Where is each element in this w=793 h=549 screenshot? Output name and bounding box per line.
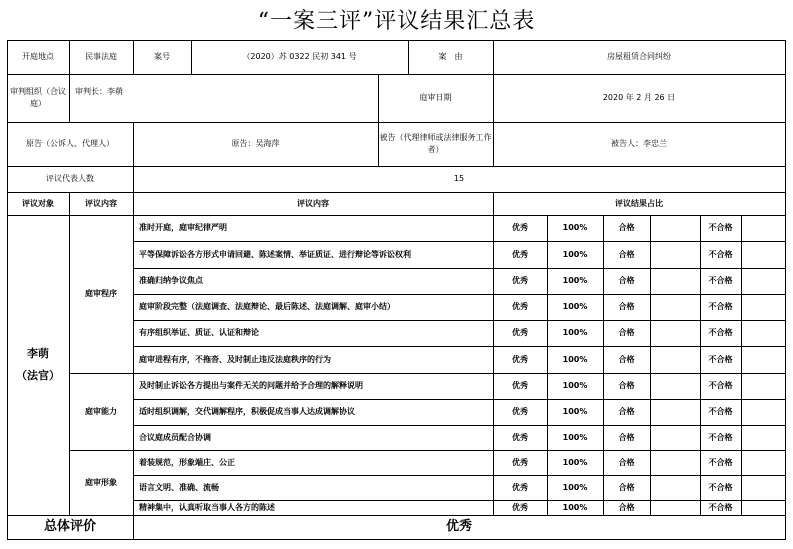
grade-excellent-percent: 100% (562, 328, 588, 337)
grade-excellent-percent: 100% (562, 432, 588, 442)
group-name: 庭审能力 (85, 406, 117, 416)
target-role: （法官） (16, 369, 60, 382)
grade-fail: 不合格 (708, 223, 733, 232)
grade-excellent: 优秀 (512, 432, 528, 442)
grade-excellent-percent: 100% (562, 249, 588, 259)
count-label: 评议代表人数 (46, 174, 94, 183)
grade-excellent: 优秀 (512, 328, 528, 337)
grade-pass: 合格 (618, 249, 635, 259)
grade-excellent: 优秀 (512, 223, 528, 232)
plaintiff-label: 原告（公诉人、代理人） (26, 139, 114, 148)
table-grid-line (650, 215, 651, 515)
target-name: 李萌 (27, 347, 49, 360)
grade-pass: 合格 (618, 302, 635, 311)
grade-fail: 不合格 (708, 457, 733, 467)
grade-excellent: 优秀 (512, 249, 528, 259)
grade-pass: 合格 (618, 276, 635, 285)
grade-excellent-percent: 100% (562, 276, 588, 285)
criterion-text: 准时开庭，庭审纪律严明 (139, 223, 227, 232)
grade-excellent: 优秀 (512, 381, 528, 390)
criterion-text: 精神集中，认真听取当事人各方的陈述 (139, 502, 275, 512)
grade-excellent-percent: 100% (562, 502, 588, 512)
panel-label: 审判组织（合议庭） (10, 87, 66, 108)
grade-pass: 合格 (618, 407, 635, 416)
criterion-text: 庭审阶段完整（法庭调查、法庭辩论、最后陈述、法庭调解、庭审小结） (139, 302, 395, 311)
column-header-object: 评议对象 (22, 198, 54, 208)
date-value: 2020 年 2 月 26 日 (602, 93, 676, 102)
table-grid-line (741, 215, 742, 515)
grade-excellent: 优秀 (512, 482, 528, 492)
grade-pass: 合格 (618, 328, 635, 337)
grade-excellent-percent: 100% (562, 482, 588, 492)
group-name: 庭审程序 (85, 289, 117, 298)
grade-excellent: 优秀 (512, 276, 528, 285)
case-no-label: 案号 (154, 52, 170, 61)
cause-label: 案 由 (438, 52, 463, 61)
overall-label: 总体评价 (43, 519, 96, 535)
criterion-text: 有序组织举证、质证、认证和辩论 (139, 328, 259, 337)
grade-excellent: 优秀 (512, 502, 528, 512)
grade-excellent-percent: 100% (562, 407, 588, 416)
grade-pass: 合格 (618, 381, 635, 390)
court-value: 民事法庭 (85, 52, 117, 61)
grade-excellent: 优秀 (512, 354, 528, 364)
group-name: 庭审形象 (85, 477, 117, 487)
grade-excellent-percent: 100% (562, 302, 588, 311)
date-label: 庭审日期 (419, 93, 452, 102)
grade-fail: 不合格 (708, 502, 733, 512)
grade-fail: 不合格 (708, 354, 733, 364)
column-header-content: 评议内容 (85, 198, 117, 208)
grade-pass: 合格 (618, 482, 635, 492)
count-value: 15 (453, 174, 465, 183)
column-header-detail: 评议内容 (297, 198, 329, 208)
grade-fail: 不合格 (708, 482, 733, 492)
grade-fail: 不合格 (708, 407, 733, 416)
grade-pass: 合格 (618, 432, 635, 442)
grade-pass: 合格 (618, 502, 635, 512)
plaintiff-value: 原告：吴海萍 (231, 139, 280, 148)
criterion-text: 及时制止诉讼各方提出与案件无关的问题并给予合理的解释说明 (139, 381, 363, 390)
page-title: “一案三评”评议结果汇总表 (257, 9, 536, 34)
case-no-value: （2020）苏 0322 民初 341 号 (242, 52, 357, 61)
criterion-text: 适时组织调解，交代调解程序，积极促成当事人达成调解协议 (139, 407, 355, 416)
panel-value: 审判长：李萌 (75, 87, 123, 96)
grade-pass: 合格 (618, 457, 635, 467)
criterion-text: 准确归纳争议焦点 (139, 276, 203, 285)
court-label: 开庭地点 (22, 52, 54, 61)
overall-value: 优秀 (445, 519, 472, 535)
grade-excellent: 优秀 (512, 302, 528, 311)
grade-fail: 不合格 (708, 381, 733, 390)
criterion-text: 庭审进程有序，不拖沓、及时制止违反法庭秩序的行为 (139, 354, 331, 364)
grade-fail: 不合格 (708, 302, 733, 311)
grade-pass: 合格 (618, 354, 635, 364)
grade-fail: 不合格 (708, 276, 733, 285)
grade-excellent: 优秀 (512, 407, 528, 416)
grade-excellent: 优秀 (512, 457, 528, 467)
grade-fail: 不合格 (708, 249, 733, 259)
defendant-label: 被告（代理律师或法律服务工作者） (379, 133, 492, 154)
column-header-result: 评议结果占比 (615, 198, 663, 208)
grade-excellent-percent: 100% (562, 354, 588, 364)
criterion-text: 着装规范，形象端庄、公正 (139, 457, 235, 467)
grade-fail: 不合格 (708, 432, 733, 442)
table-grid-line (7, 539, 786, 540)
grade-excellent-percent: 100% (562, 223, 588, 232)
grade-pass: 合格 (618, 223, 635, 232)
evaluation-target (7, 215, 69, 515)
table-grid-line (785, 40, 786, 539)
defendant-value: 被告人：李忠兰 (611, 139, 667, 148)
criterion-text: 语言文明、准确、流畅 (139, 482, 219, 492)
cause-value: 房屋租赁合同纠纷 (607, 52, 671, 61)
grade-excellent-percent: 100% (562, 381, 588, 390)
grade-excellent-percent: 100% (562, 457, 588, 467)
criterion-text: 平等保障诉讼各方形式申请回避、陈述案情、举证质证、进行辩论等诉讼权利 (139, 249, 411, 259)
grade-fail: 不合格 (708, 328, 733, 337)
criterion-text: 合议庭成员配合协调 (139, 432, 211, 442)
